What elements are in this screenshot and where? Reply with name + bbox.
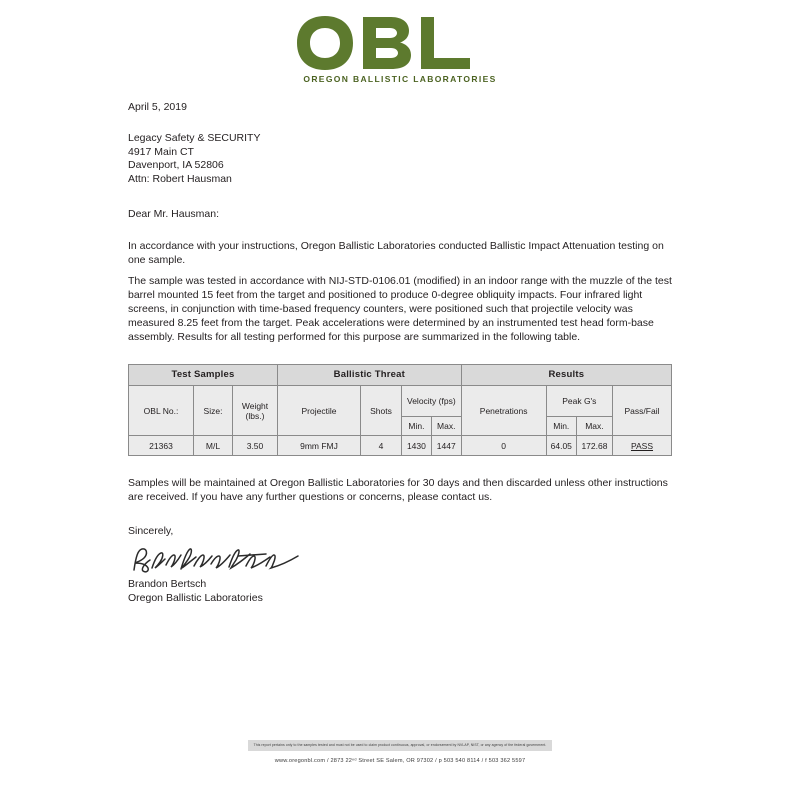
table-row xyxy=(129,436,672,456)
signer-org: Oregon Ballistic Laboratories xyxy=(128,591,263,604)
paragraph-3: Samples will be maintained at Oregon Ballistic Laboratories for 30 days and then discarded unless other instructions are received. If you have any further questions or concerns, please contact us. xyxy=(128,477,668,503)
cell-peak-g-max: 172.68 xyxy=(576,436,612,456)
salutation: Dear Mr. Hausman: xyxy=(128,208,220,220)
paragraph-2: The sample was tested in accordance with NIJ-STD-0106.01 (modified) in an indoor range with the muzzle of the test barrel mounted 15 feet from the target and positioned to produce 0-degree obliquity impacts. Four infrared light screens, in conjunction with time-based frequency counters, were positioned such that projectile velocity was measured 8.25 feet from the target. Peak accelerations were determined by an instrumented test head form-base assembly. Results for all testing performed for this purpose are summarized in the following table. xyxy=(128,275,672,343)
sincerely-line: Sincerely, xyxy=(128,525,174,537)
col-header-pass-fail: Pass/Fail xyxy=(613,386,672,436)
recipient-address xyxy=(128,132,672,186)
cell-penetrations: 0 xyxy=(461,436,546,456)
results-table-wrap xyxy=(128,364,672,456)
signer-block xyxy=(128,578,672,605)
paragraph-1: In accordance with your instructions, Oregon Ballistic Laboratories conducted Ballistic Impact Attenuation testing on one sample. xyxy=(128,240,664,266)
col-header-peak-g-min: Min. xyxy=(546,417,576,436)
col-header-penetrations: Penetrations xyxy=(461,386,546,436)
cell-size: M/L xyxy=(194,436,233,456)
obl-monogram-icon xyxy=(295,14,505,72)
letter-date: April 5, 2019 xyxy=(128,101,187,113)
col-header-peak-g-max: Max. xyxy=(576,417,612,436)
table-group-header-row xyxy=(129,365,672,386)
col-header-obl-no: OBL No.: xyxy=(129,386,194,436)
col-header-shots: Shots xyxy=(361,386,402,436)
recipient-city-state-zip: Davenport, IA 52806 xyxy=(128,159,224,171)
group-header-results: Results xyxy=(461,365,671,386)
recipient-attn: Attn: Robert Hausman xyxy=(128,172,232,185)
col-header-projectile: Projectile xyxy=(278,386,361,436)
col-header-size: Size: xyxy=(194,386,233,436)
recipient-company: Legacy Safety & SECURITY xyxy=(128,132,261,144)
cell-weight: 3.50 xyxy=(233,436,278,456)
table-subheader-row xyxy=(129,386,672,417)
col-header-velocity: Velocity (fps) xyxy=(402,386,462,417)
col-header-velocity-min: Min. xyxy=(402,417,432,436)
footer-contact-line: www.oregonbl.com / 2873 22ⁿᵈ Street SE Salem, OR 97302 / p 503 540 8114 / f 503 362 5597 xyxy=(274,758,526,764)
page-footer xyxy=(0,733,800,764)
col-header-peak-gs: Peak G's xyxy=(546,386,612,417)
cell-shots: 4 xyxy=(361,436,402,456)
group-header-ballistic-threat: Ballistic Threat xyxy=(278,365,462,386)
col-header-weight: Weight (lbs.) xyxy=(233,386,278,436)
group-header-test-samples: Test Samples xyxy=(129,365,278,386)
handwritten-signature xyxy=(128,542,672,576)
cell-projectile: 9mm FMJ xyxy=(278,436,361,456)
cell-obl-no: 21363 xyxy=(129,436,194,456)
results-table xyxy=(128,364,672,456)
signer-name: Brandon Bertsch xyxy=(128,578,207,590)
col-header-velocity-max: Max. xyxy=(431,417,461,436)
letter-body xyxy=(128,100,672,605)
cell-pass-fail: PASS xyxy=(613,436,672,456)
footer-disclaimer: This report pertains only to the samples tested and must not be used to claim product continuous, approval, or endorsement by NVLAP, NIST, or any agency of the federal government. xyxy=(248,740,553,751)
recipient-street: 4917 Main CT xyxy=(128,145,194,158)
cell-peak-g-min: 64.05 xyxy=(546,436,576,456)
logo-subtitle: OREGON BALLISTIC LABORATORIES xyxy=(303,74,497,84)
letterhead xyxy=(0,0,800,87)
cell-velocity-max: 1447 xyxy=(431,436,461,456)
cell-velocity-min: 1430 xyxy=(402,436,432,456)
company-logo xyxy=(295,14,505,84)
